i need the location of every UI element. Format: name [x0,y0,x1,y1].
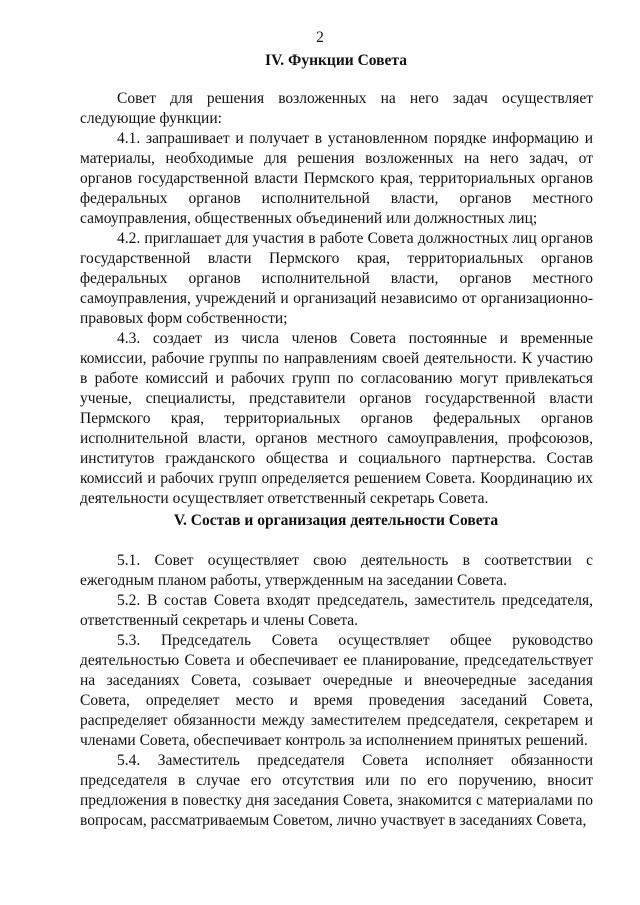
paragraph-4-2: 4.2. приглашает для участия в работе Совета должностных лиц органов государственной власти Пермского края, территориальных органов федеральных органов исполнительной власти, органов местного самоуправления, учреждений и организаций независимо от организационно-правовых форм собственности; [80,230,593,327]
paragraph-5-2: 5.2. В состав Совета входят председатель, заместитель председателя, ответственный секретарь и члены Совета. [80,592,593,629]
paragraph-5-3: 5.3. Председатель Совета осуществляет общее руководство деятельностью Совета и обеспечивает ее планирование, председательствует на заседаниях Совета, созывает очередные и внеочередные заседания Совета, определяет место и время проведения заседаний Совета, распределяет обязанности между заместителем председателя, секретарем и членами Совета, обеспечивает контроль за исполнением принятых решений. [80,632,593,749]
paragraph-5-1: 5.1. Совет осуществляет свою деятельность в соответствии с ежегодным планом работы, утвержденным на заседании Совета. [80,552,593,589]
paragraph-intro: Совет для решения возложенных на него задач осуществляет следующие функции: [80,90,593,127]
section-4-body [80,89,593,509]
paragraph-4-1: 4.1. запрашивает и получает в установленном порядке информацию и материалы, необходимые для решения возложенных на него задач, от органов государственной власти Пермского края, территориальных органов федеральных органов исполнительной власти, органов местного самоуправления, общественных объединений или должностных лиц; [80,130,593,227]
page-number: 2 [316,29,324,46]
paragraph-5-4: 5.4. Заместитель председателя Совета исполняет обязанности председателя в случае его отсутствия или по его поручению, вносит предложения в повестку дня заседания Совета, знакомится с материалами по вопросам, рассматриваемым Советом, лично участвует в заседаниях Совета, [80,752,593,829]
section-5-body [80,551,593,831]
section-4-title: IV. Функции Совета [265,52,407,69]
paragraph-4-3: 4.3. создает из числа членов Совета постоянные и временные комиссии, рабочие группы по направлениям своей деятельности. К участию в работе комиссий и рабочих групп по согласованию могут привлекаться ученые, специалисты, представители органов государственной власти Пермского края, территориальных органов федеральных органов исполнительной власти, органов местного самоуправления, профсоюзов, институтов гражданского общества и социального партнерства. Состав комиссий и рабочих групп определяется решением Совета. Координацию их деятельности осуществляет ответственный секретарь Совета. [80,330,593,507]
section-5-title: V. Состав и организация деятельности Совета [173,512,499,529]
